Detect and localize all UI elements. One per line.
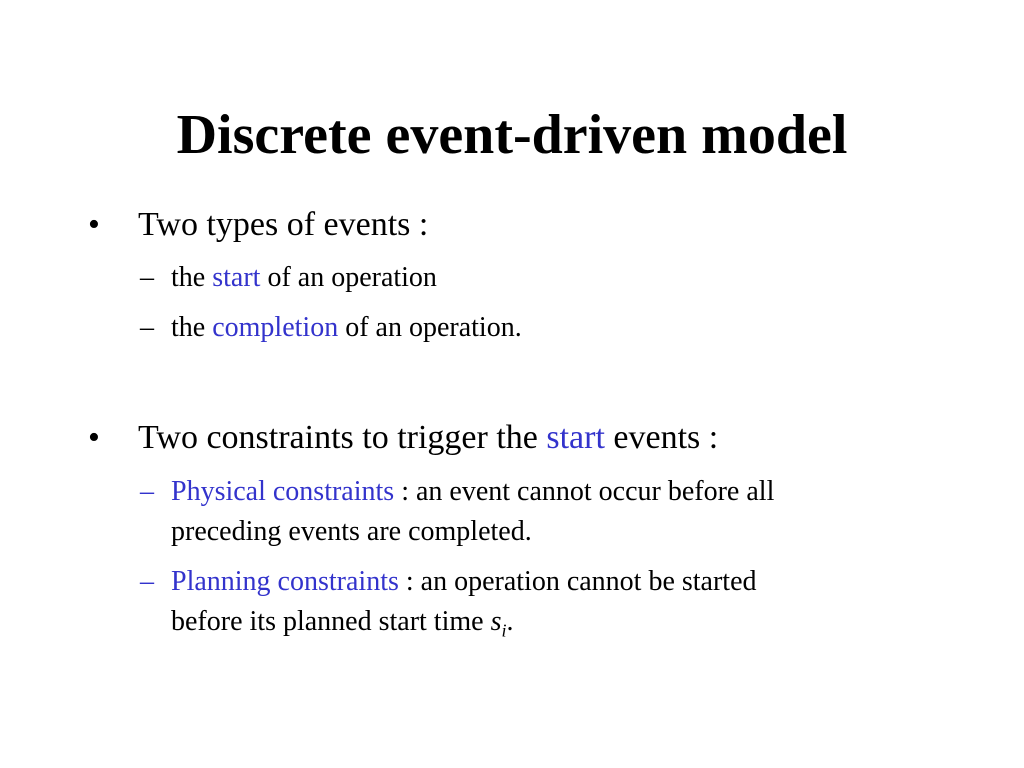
dash-icon: –	[140, 262, 154, 293]
bullet-icon: •	[88, 206, 100, 243]
bullet-text-post: events :	[604, 419, 719, 456]
sub-item-text	[171, 258, 437, 298]
dash-icon: –	[140, 566, 154, 597]
bullet-text-pre: Two constraints to trigger the	[138, 419, 547, 456]
sub-item-highlight: Planning constraints	[171, 566, 399, 597]
dash-icon: –	[140, 476, 154, 507]
math-variable: s	[490, 606, 502, 637]
bullet-icon: •	[88, 419, 100, 456]
sub-item-line1: : an operation cannot be started	[398, 566, 757, 597]
bullet-highlight: start	[546, 419, 605, 456]
sub-item-pre: the	[171, 312, 213, 343]
dash-icon: –	[140, 312, 154, 343]
sub-item-line	[171, 562, 757, 602]
sub-item-text	[171, 472, 774, 552]
sub-item-pre: the	[171, 262, 213, 293]
sub-item-highlight: Physical constraints	[171, 476, 395, 507]
sub-item-line2-post: .	[506, 606, 514, 637]
sub-item-post: of an operation	[260, 262, 437, 293]
sub-item-text	[171, 308, 522, 348]
sub-item-highlight: start	[212, 262, 261, 293]
sub-item-line	[171, 602, 757, 651]
bullet-text	[138, 418, 718, 458]
bullet-text: Two types of events :	[138, 206, 429, 243]
math-subscript: i	[501, 620, 507, 641]
sub-item-line: preceding events are completed.	[171, 516, 532, 547]
sub-item-post: of an operation.	[338, 312, 522, 343]
sub-item-line	[171, 472, 774, 512]
slide-title: Discrete event-driven model	[176, 104, 848, 166]
sub-item-text	[171, 562, 757, 651]
sub-item-line2-pre: before its planned start time	[171, 606, 491, 637]
sub-item-line1: : an event cannot occur before all	[394, 476, 775, 507]
sub-item-highlight: completion	[212, 312, 339, 343]
